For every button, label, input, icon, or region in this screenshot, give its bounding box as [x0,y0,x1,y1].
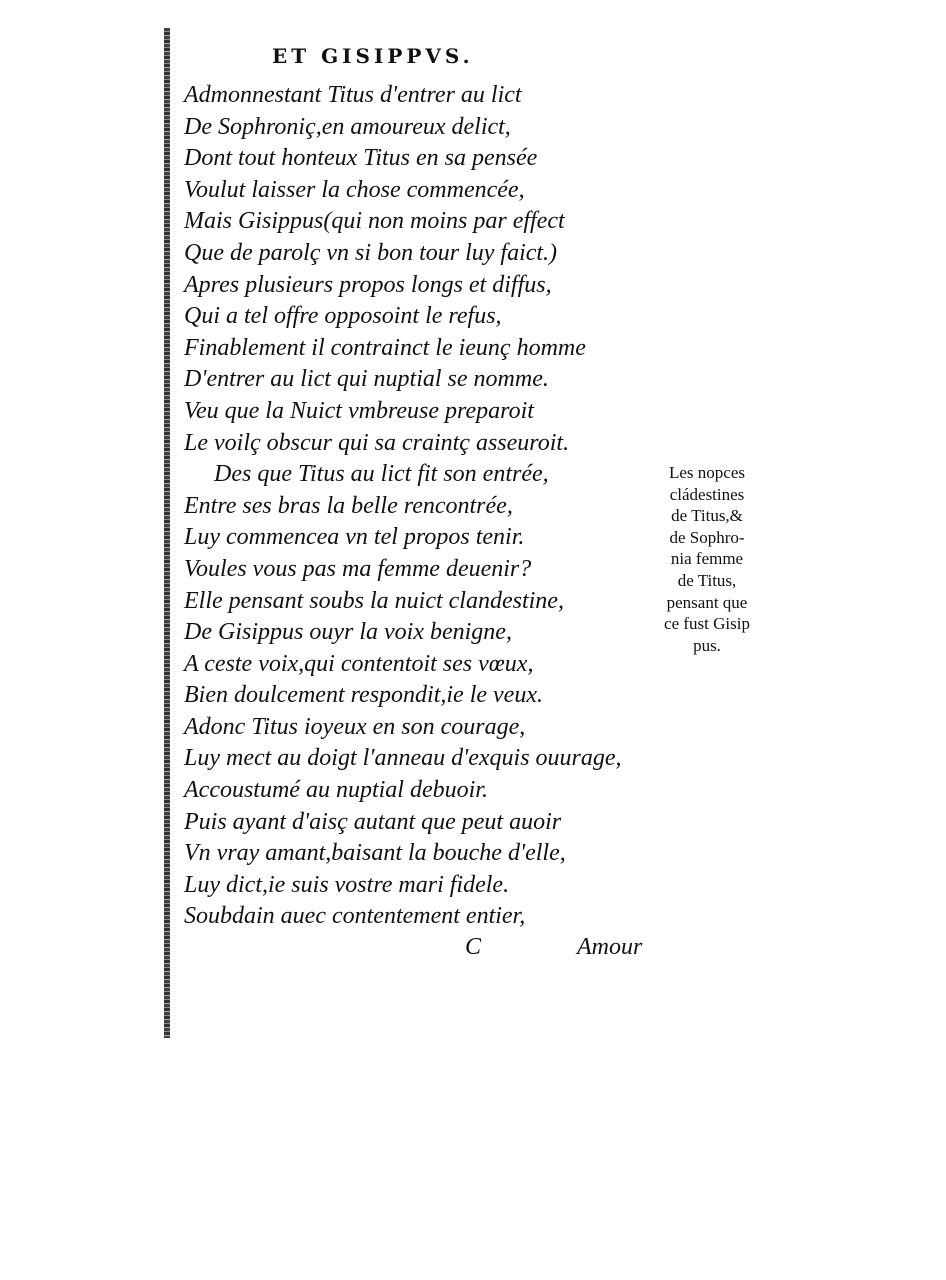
verse-line: Accoustumé au nuptial debuoir. [184,777,488,804]
verse-line: Qui a tel offre opposoint le refus, [184,303,502,330]
verse-line: Mais Gisippus(qui non moins par effect [184,208,565,235]
verse-line: Elle pensant soubs la nuict clandestine, [184,587,564,614]
verse-block [184,80,654,933]
running-head: ET GISIPPVS. [272,44,474,68]
verse-line: Dont tout honteux Titus en sa pensée [184,145,538,172]
binding-edge [164,28,170,1038]
verse-line: Vn vray amant,baisant la bouche d'elle, [184,840,566,867]
marginal-note-line: cládestines [669,484,745,504]
marginal-note-line: ce fust Gisip [664,614,750,634]
marginal-note-line: Les nopces [668,463,745,482]
verse-line: Luy commencea vn tel propos tenir. [184,524,525,551]
verse-line: Finablement il contrainct le ieunç homme [184,334,586,361]
verse-line: Luy dict,ie suis vostre mari fidele. [184,871,510,898]
marginal-note-line: pensant que [666,592,748,612]
signature-mark: C [465,934,482,960]
verse-line: Des que Titus au lict fit son entrée, [214,461,549,488]
verse-line: Que de parolç vn si bon tour luy faict.) [184,239,558,266]
verse-line: Puis ayant d'aisç autant que peut auoir [184,808,562,835]
verse-line: Apres plusieurs propos longs et diffus, [184,271,552,298]
marginal-note-line: de Titus, [677,570,737,590]
verse-line: De Sophroniç,en amoureux delict, [184,113,511,140]
marginal-note-line: de Titus,& [671,506,743,526]
marginal-note-line: de Sophro- [669,527,745,547]
verse-line: Luy mect au doigt l'anneau d'exquis ouurage, [184,745,622,772]
verse-line: Voulut laisser la chose commencée, [184,176,525,203]
verse-line: A ceste voix,qui contentoit ses vœux, [184,650,534,677]
verse-line: Le voilç obscur qui sa craintç asseuroit. [184,429,570,456]
marginal-note-line: pus. [693,635,721,655]
verse-line: Veu que la Nuict vmbreuse preparoit [184,397,534,424]
marginal-note [652,462,762,656]
catchword: Amour [577,934,643,960]
verse-line: Bien doulcement respondit,ie le veux. [184,682,543,709]
verse-line: Voules vous pas ma femme deuenir? [184,555,532,582]
verse-line: Entre ses bras la belle rencontrée, [184,492,513,519]
verse-line: D'entrer au lict qui nuptial se nomme. [184,366,549,393]
verse-line: Admonnestant Titus d'entrer au lict [184,82,522,108]
verse-line: Soubdain auec contentement entier, [184,903,526,930]
marginal-note-line: nia femme [670,549,744,569]
verse-line: Adonc Titus ioyeux en son courage, [184,713,526,740]
verse-line: De Gisippus ouyr la voix benigne, [184,619,512,646]
